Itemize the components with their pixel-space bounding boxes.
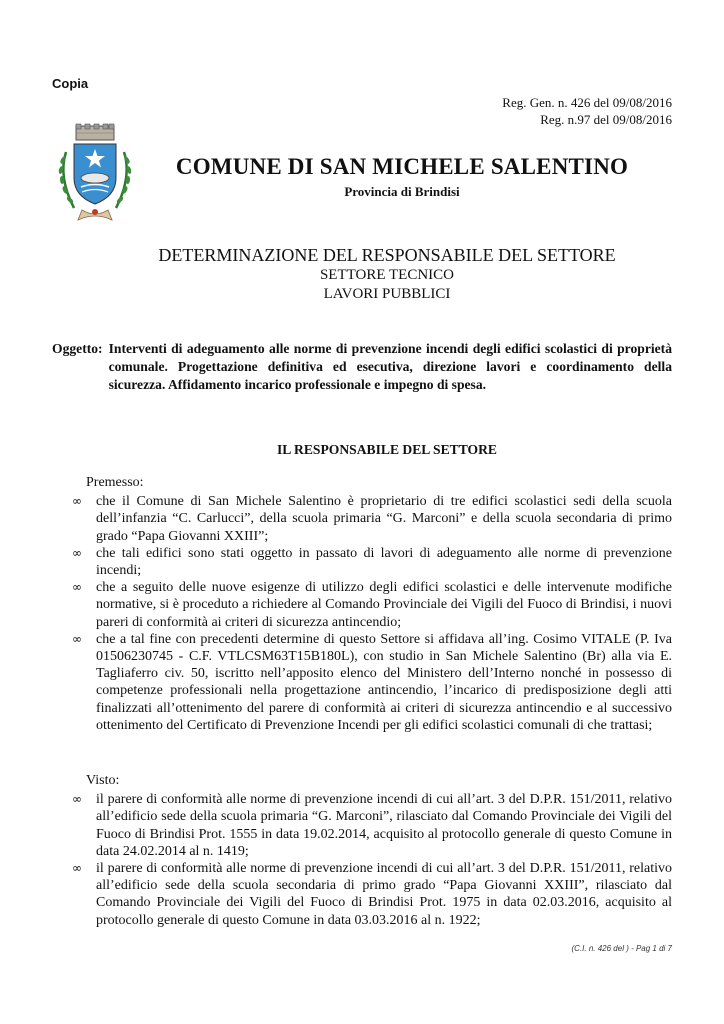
bullet-icon: ∞ (72, 792, 82, 807)
list-item: ∞ il parere di conformità alle norme di prevenzione incendi di cui all’art. 3 del D.P.R. 151/2011, relativo all’edificio sede della scuola secondaria di primo grado “Papa Giovanni XXIII”, rilasciato dal Comando Provinciale dei Vigili del Fuoco di Brindisi Prot. 1975 in data 02.03.2016, acquisito al protocollo generale di questo Comune in data 03.03.2016 al n. 1922; (72, 861, 672, 928)
section-heading-responsabile: IL RESPONSABILE DEL SETTORE (277, 442, 497, 457)
bullet-icon: ∞ (72, 494, 82, 509)
page-footer: (C.I. n. 426 del ) - Pag 1 di 7 (571, 944, 672, 953)
list-item: ∞ che a seguito delle nuove esigenze di utilizzo degli edifici scolastici e delle intervenute modifiche normative, si è proceduto a richiedere al Comando Provinciale dei Vigili del Fuoco di Brindisi, i nuovi pareri di conformità ai criteri di sicurezza antincendio; (72, 580, 672, 630)
sector-name: SETTORE TECNICO (319, 267, 455, 283)
visto-list (52, 791, 672, 929)
determination-title: DETERMINAZIONE DEL RESPONSABILE DEL SETTORE (158, 245, 616, 265)
province-subtitle: Provincia di Brindisi (344, 184, 460, 199)
bullet-icon: ∞ (72, 861, 82, 876)
list-item: ∞ che tali edifici sono stati oggetto in passato di lavori di adeguamento alle norme di prevenzione incendi; (72, 545, 672, 579)
premesso-intro: Premesso: (86, 475, 144, 490)
premesso-section (52, 474, 672, 734)
list-item: ∞ che il Comune di San Michele Salentino è proprietario di tre edifici scolastici sedi della scuola dell’infanzia “C. Carlucci”, della scuola primaria “G. Marconi” e della scuola secondaria di primo grado “Papa Giovanni XXIII”; (72, 494, 672, 544)
premesso-list (52, 493, 672, 734)
visto-intro: Visto: (86, 773, 120, 788)
subject-label: Oggetto: (52, 341, 103, 356)
subject-text: Interventi di adeguamento alle norme di prevenzione incendi degli edifici scolastici di proprietà comunale. Progettazione definitiva ed esecutiva, direzione lavori e coordinamento della sicurezza. Affidamento incarico professionale e impegno di spesa. (108, 341, 672, 392)
registration-info (502, 94, 672, 128)
visto-section (52, 772, 672, 929)
bullet-icon: ∞ (72, 545, 82, 560)
copy-label: Copia (52, 76, 89, 91)
reg-number: Reg. n.97 del 09/08/2016 (540, 112, 672, 127)
reg-gen-number: Reg. Gen. n. 426 del 09/08/2016 (502, 95, 672, 110)
bullet-icon: ∞ (72, 631, 82, 646)
municipality-title: COMUNE DI SAN MICHELE SALENTINO (175, 154, 629, 179)
list-item: ∞ che a tal fine con precedenti determine di questo Settore si affidava all’ing. Cosimo VITALE (P. Iva 01506230745 - C.F. VTLCSM63T15B180L), con studio in San Michele Salentino (Br) alla via E. Tagliaferro civ. 50, iscritto nell’apposito elenco del Ministero dell’Interno nonché in possesso di competenze professionali nella progettazione antincendio, l’incarico di predisposizione degli atti finalizzati all’ottenimento del parere di conformità ai criteri di sicurezza antincendio e al successivo ottenimento del Certificato di Prevenzione Incendi per gli edifici scolastici comunali di che trattasi; (72, 631, 672, 733)
office-name: LAVORI PUBBLICI (323, 286, 451, 302)
subject-block (52, 340, 672, 394)
determination-heading (0, 244, 724, 304)
list-item: ∞ il parere di conformità alle norme di prevenzione incendi di cui all’art. 3 del D.P.R. 151/2011, relativo all’edificio sede della scuola primaria “G. Marconi”, rilasciato dal Comando Provinciale dei Vigili del Fuoco di Brindisi Prot. 1555 in data 19.02.2014, acquisito al protocollo generale di questo Comune in data 24.02.2014 al n. 1419; (72, 792, 672, 859)
bullet-icon: ∞ (72, 580, 82, 595)
